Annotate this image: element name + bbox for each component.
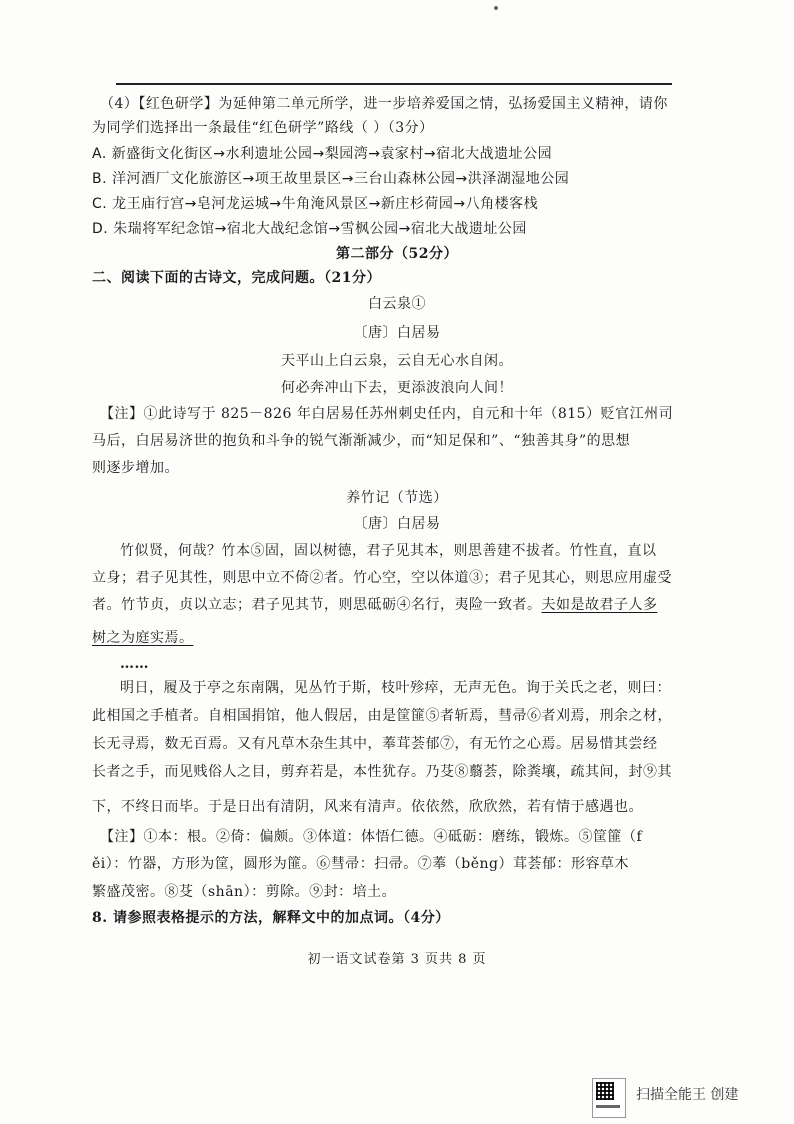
top-rule: [116, 83, 672, 85]
poem-note-line2: 马后，白居易济世的抱负和斗争的锐气渐渐减少，而“知足保和”、“独善其身”的思想: [92, 433, 631, 449]
scanner-watermark: 扫描全能王 创建: [636, 1087, 739, 1103]
essay-para2-line3: 长无寻焉，数无百焉。又有凡草木杂生其中，菶茸荟郁⑦，有无竹之心焉。居易惜其尝经: [92, 736, 658, 752]
poem-note-line1: 【注】①此诗写于 825－826 年白居易任苏州刺史任内，自元和十年（815）贬官江州司: [100, 406, 674, 422]
essay-ellipsis: ……: [120, 656, 149, 672]
q4-option-a: A. 新盛街文化街区→水利遗址公园→梨园湾→袁家村→宿北大战遗址公园: [92, 146, 553, 162]
logo-bar: [596, 1105, 620, 1108]
poem-author: 〔唐〕白居易: [353, 325, 441, 341]
part2-title: 第二部分（52分）: [336, 246, 458, 262]
q4-option-d: D. 朱瑞将军纪念馆→宿北大战纪念馆→雪枫公园→宿北大战遗址公园: [92, 221, 527, 237]
essay-para2-line5: 下，不终日而毕。于是日出有清阴，风来有清声。依依然，欣欣然，若有情于感遇也。: [92, 799, 643, 815]
q4-stem-line2: 为同学们选择出一条最佳“红色研学”路线（ ）（3分）: [92, 120, 434, 136]
underlined-sentence-part2: 树之为庭实焉。: [92, 630, 194, 646]
q4-option-b: B. 洋河酒厂文化旅游区→项王故里景区→三台山森林公园→洪泽湖湿地公园: [92, 171, 570, 187]
scan-speck: [494, 6, 498, 10]
section2-title: 二、阅读下面的古诗文，完成问题。（21分）: [92, 270, 381, 286]
essay-para1-line3: [92, 595, 658, 615]
q4-option-c: C. 龙王庙行宫→皂河龙运城→牛角淹风景区→新庄杉荷园→八角楼客栈: [92, 196, 539, 212]
question-8: 8. 请参照表格提示的方法，解释文中的加点词。（4分）: [92, 910, 450, 926]
essay-para1-line3-text: 者。竹节贞，贞以立志；君子见其节，则思砥砺④名行，夷险一致者。: [92, 597, 542, 613]
q4-stem-line1: （4）【红色研学】为延伸第二单元所学，进一步培养爱国之情，弘扬爱国主义精神，请你: [100, 96, 668, 112]
essay-note-line3: 繁盛茂密。⑧芟（shān）：剪除。⑨封：培土。: [92, 884, 397, 900]
poem-title: 白云泉①: [368, 296, 426, 312]
page-footer: 初一语文试卷第 3 页共 8 页: [307, 952, 487, 967]
qr-icon: [596, 1082, 614, 1100]
essay-para1-line1: 竹似贤，何哉？竹本⑤固，固以树德，君子见其本，则思善建不拔者。竹性直，直以: [120, 543, 657, 559]
essay-para1-line2: 立身；君子见其性，则思中立不倚②者。竹心空，空以体道③；君子见其心，则思应用虚受: [92, 570, 672, 586]
essay-para2-line4: 长者之手，而见贱俗人之目，剪弃若是，本性犹存。乃芟⑧蘙荟，除粪壤，疏其间，封⑨其: [92, 764, 672, 780]
essay-para2-line2: 此相国之手植者。自相国捐馆，他人假居，由是筐篚⑤者斩焉，彗帚⑥者刈焉，刑余之材，: [92, 708, 672, 724]
poem-line-2: 何必奔冲山下去，更添波浪向人间！: [281, 380, 513, 396]
underlined-sentence-part1: 夫如是故君子人多: [541, 597, 658, 613]
essay-note-line2: ěi）：竹器，方形为筐，圆形为篚。⑥彗帚：扫帚。⑦菶（běng）茸荟郁：形容草木: [92, 856, 629, 872]
essay-author: 〔唐〕白居易: [353, 516, 441, 532]
poem-line-1: 天平山上白云泉，云自无心水自闲。: [281, 353, 513, 369]
essay-title: 养竹记（节选）: [346, 490, 448, 506]
camscanner-logo: [592, 1078, 626, 1118]
poem-note-line3: 则逐步增加。: [92, 460, 179, 476]
essay-note-line1: 【注】①本：根。②倚：偏颇。③体道：体悟仁德。④砥砺：磨练，锻炼。⑤筐篚（f: [100, 829, 643, 845]
essay-para2-line1: 明日，履及于亭之东南隅，见丛竹于斯，枝叶殄瘁，无声无色。询于关氏之老，则曰：: [120, 680, 671, 696]
